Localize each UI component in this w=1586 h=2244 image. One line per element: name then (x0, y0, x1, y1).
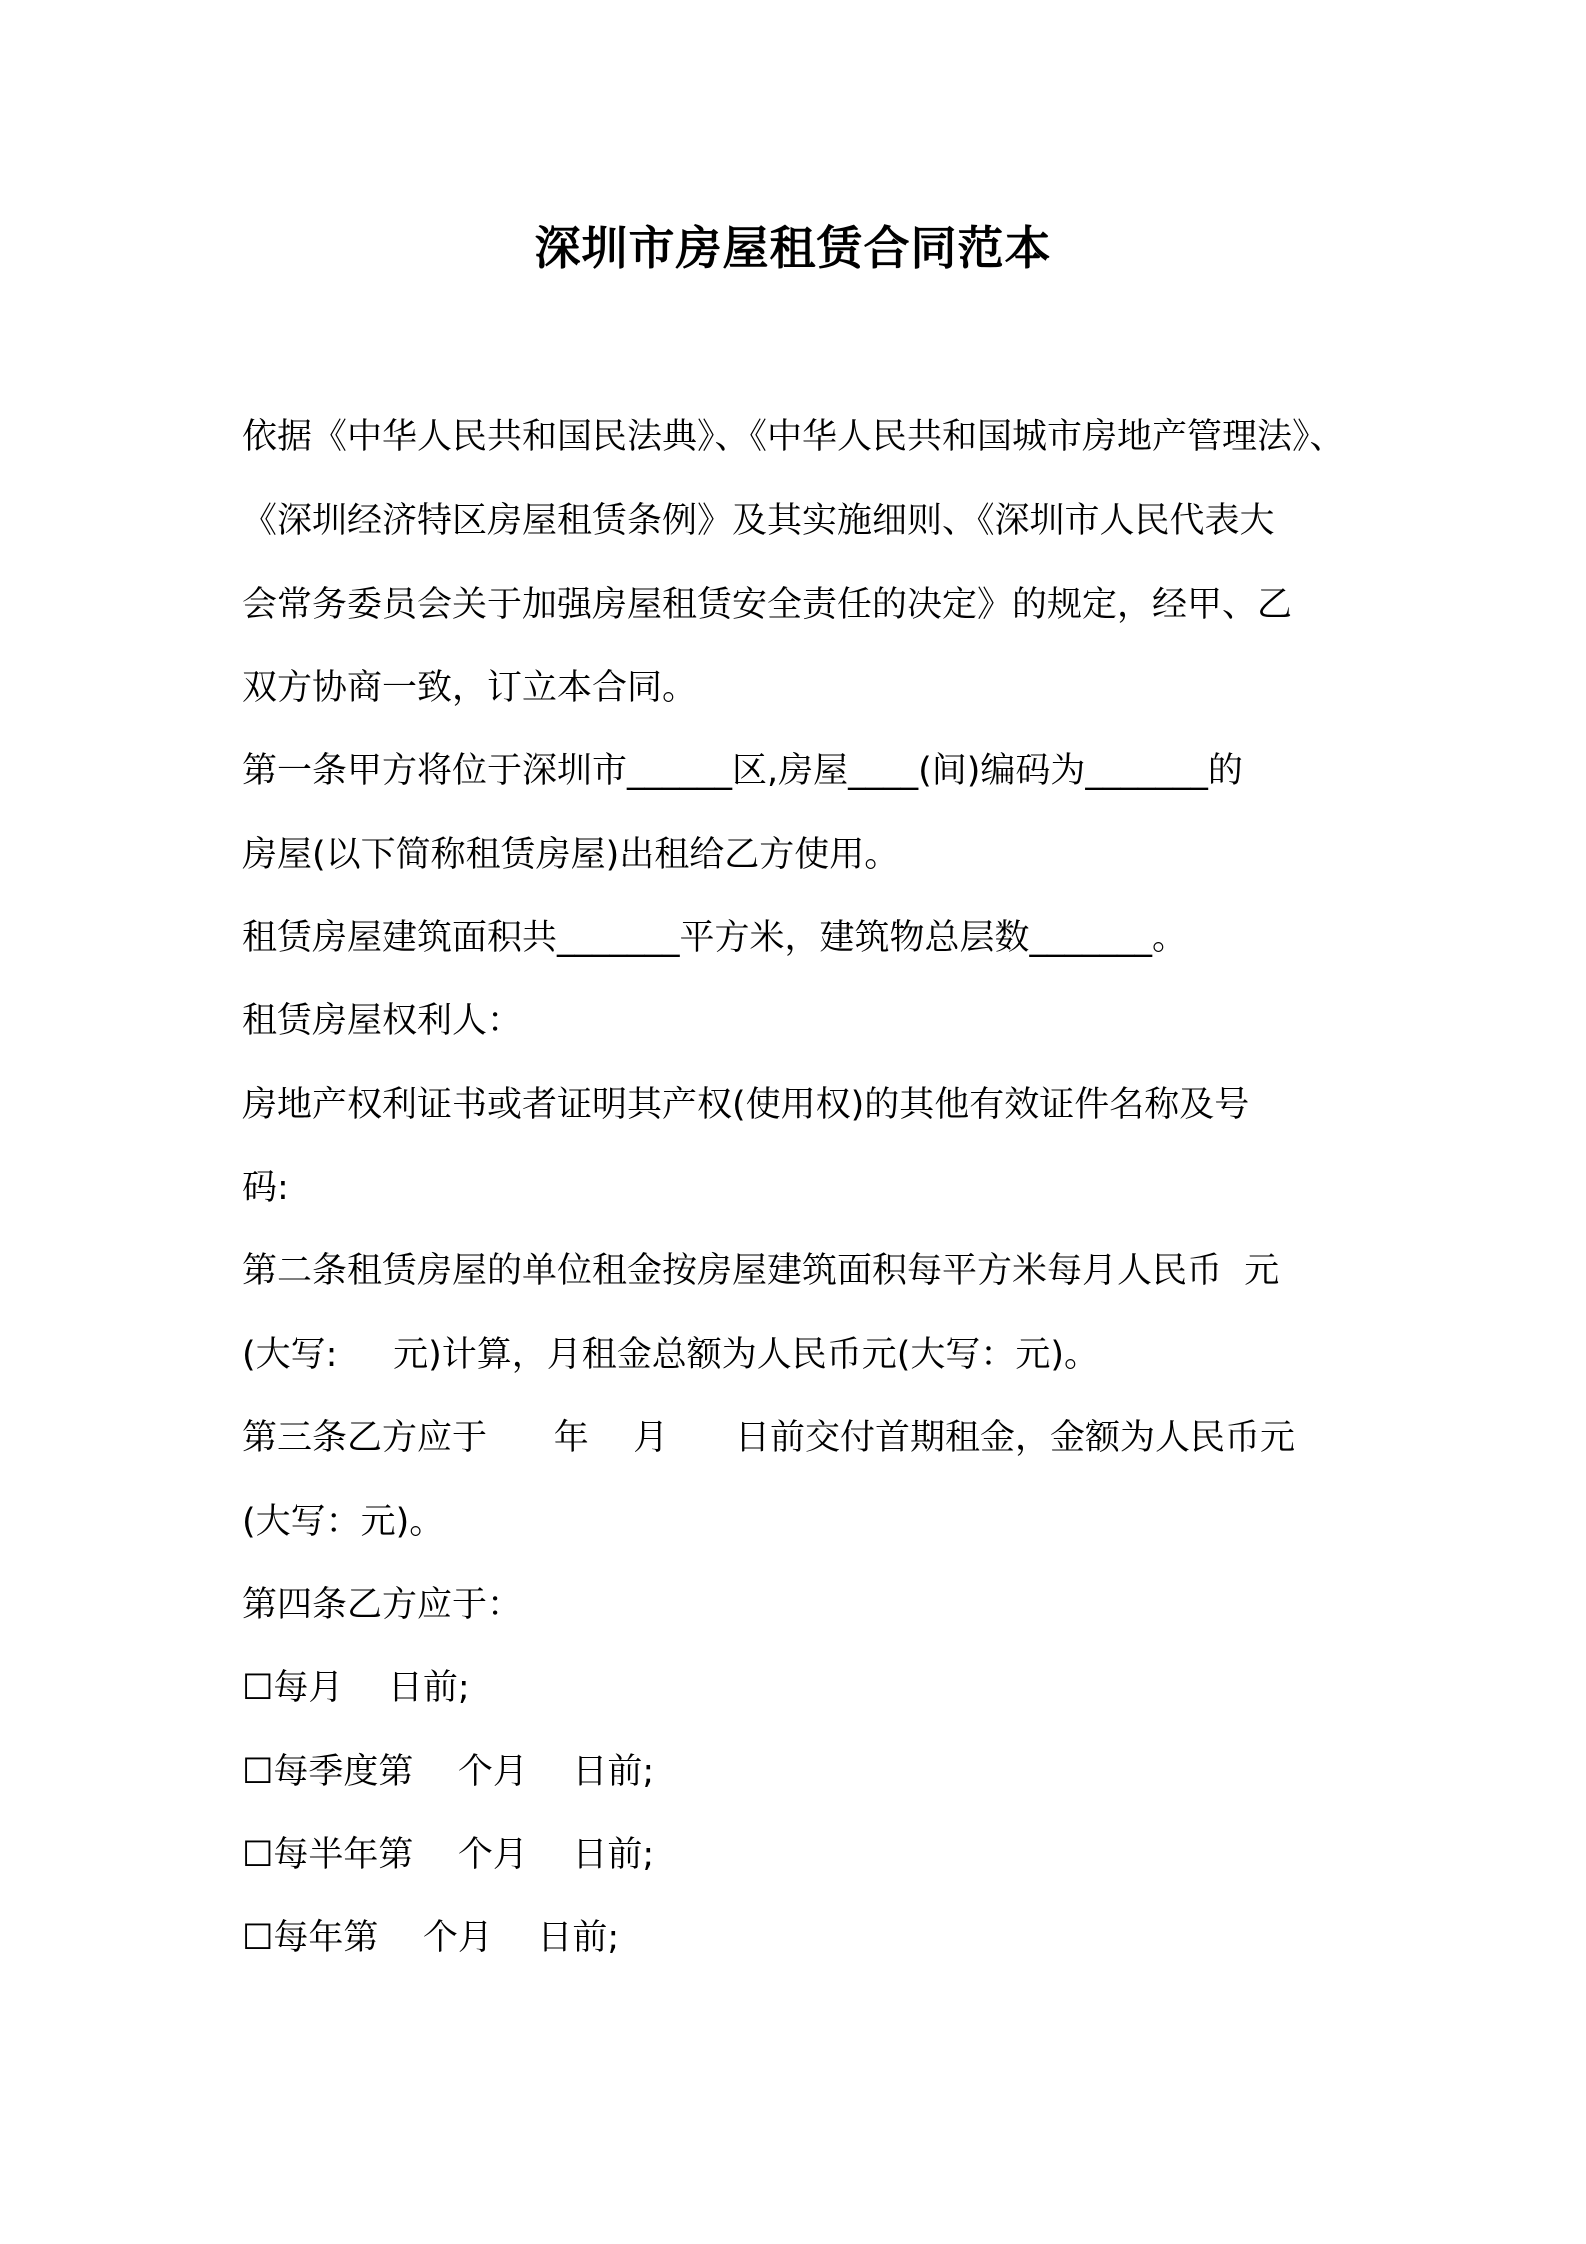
option-monthly: ☐每月 日前; (242, 1668, 470, 1708)
body-line-2: 《深圳经济特区房屋租赁条例》及其实施细则、《深圳市人民代表大 (242, 501, 1275, 541)
clause-3-line-1: 第三条乙方应于 年 月 日前交付首期租金，金额为人民币元 (242, 1418, 1296, 1458)
option-quarterly: ☐每季度第 个月 日前; (242, 1752, 655, 1792)
clause-4-heading: 第四条乙方应于： (242, 1585, 523, 1625)
option-annual: ☐每年第 个月 日前; (242, 1918, 620, 1958)
body-line-1: 依据《中华人民共和国民法典》、《中华人民共和国城市房地产管理法》、 (242, 417, 1345, 457)
clause-1-line-2: 房屋(以下简称租赁房屋)出租给乙方使用。 (242, 835, 900, 875)
body-line-3: 会常务委员会关于加强房屋租赁安全责任的决定》的规定，经甲、乙 (242, 585, 1293, 625)
clause-3-line-2: (大写：元)。 (242, 1502, 445, 1542)
certificate-line-1: 房地产权利证书或者证明其产权(使用权)的其他有效证件名称及号 (242, 1085, 1250, 1125)
area-line: 租赁房屋建筑面积共_______平方米，建筑物总层数_______。 (242, 918, 1188, 958)
clause-1-line-1: 第一条甲方将位于深圳市______区,房屋____(间)编码为_______的 (242, 751, 1243, 791)
certificate-line-2: 码: (242, 1168, 289, 1208)
clause-2-line-2: (大写: 元)计算，月租金总额为人民币元(大写：元)。 (242, 1335, 1100, 1375)
document-title: 深圳市房屋租赁合同范本 (534, 221, 1052, 275)
body-line-4: 双方协商一致，订立本合同。 (242, 668, 698, 708)
owner-line: 租赁房屋权利人： (242, 1001, 523, 1041)
option-semiannual: ☐每半年第 个月 日前; (242, 1835, 655, 1875)
clause-2-line-1: 第二条租赁房屋的单位租金按房屋建筑面积每平方米每月人民币 元 (242, 1251, 1280, 1291)
